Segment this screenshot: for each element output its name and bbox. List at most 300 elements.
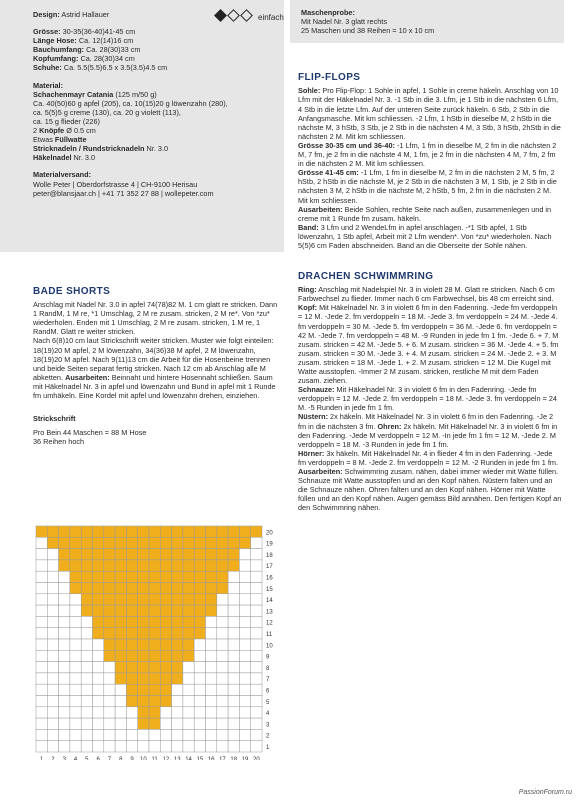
bade-paragraph: Anschlag mit Nadel Nr. 3.0 in apfel 74(78)82 M. 1 cm glatt re stricken. Dann 1 RandM, 1 M re, *1 Umschlag, 2 M re zusam. stricken, 2 M re*. Von *zu* wiederholen. Enden mit 1 Umschlag, 2 M re zusam. stricken, 1 M re, 1 RandM. Glatt re weiter stricken. <box>33 300 278 337</box>
drachen-paragraph: Hörner: 3x häkeln. Mit Häkelnadel Nr. 4 in flieder 4 fm in den Fadenring. -Jede fm verdoppeln = 8 M. -Jede 2. fm verdoppeln = 12 M. -2 Runden in jede fm 1 fm. <box>298 448 558 467</box>
chart-cell <box>194 650 205 661</box>
material-label: Material: <box>33 80 64 90</box>
chart-cell-filled <box>206 537 217 548</box>
chart-cell <box>81 684 92 695</box>
chart-cell <box>239 560 250 571</box>
chart-cell-filled <box>194 560 205 571</box>
chart-cell-filled <box>149 662 160 673</box>
chart-cell <box>104 662 115 673</box>
chart-cell <box>36 605 47 616</box>
chart-row-label: 5 <box>266 699 270 706</box>
chart-cell-filled <box>81 594 92 605</box>
chart-cell <box>206 684 217 695</box>
chart-cell-filled <box>126 560 137 571</box>
chart-cell-filled <box>115 650 126 661</box>
chart-cell-filled <box>183 594 194 605</box>
drachen-paragraph: Kopf: Mit Häkelnadel Nr. 3 in violett 6 fm in den Fadenring. -Jede fm verdoppeln = 12 M. -Jede 2. fm verdoppeln = 18 M. -Jede 3. fm verdoppeln = 24 M. -Jede 4. fm verdoppeln = 30 M. -Jede 5. fm verdoppeln = 36 M. -Jede 6. fm verdoppeln = 42 M. -Jede 7. fm verdoppeln = 48 M. -9 Runden in jede fm 1 fm. -Jede 6. + 7. M zusam. stricken = 42 M. -Jede 5. + 6. M zusam. stricken = 36 M. -Jede 4. + 5. fm zusam. stricken = 30 M. -Jede 3. + 4. M zusam. stricken = 24 M. -Jede 2. + 3. M zusam. stricken = 18 M. -Jede 1. + 2. M zusam. stricken = 12 M. Die Kugel mit Watte ausstopfen. -Immer 2 M zusam. stricken, restliche M mit dem Faden zusam. ziehen. <box>298 303 559 386</box>
design-label: Design: <box>33 10 60 19</box>
chart-cell <box>81 616 92 627</box>
flip-flops-title: FLIP-FLOPS <box>298 72 361 84</box>
chart-cell <box>239 684 250 695</box>
chart-cell-filled <box>59 549 70 560</box>
chart-cell-filled <box>183 583 194 594</box>
chart-cell <box>228 616 239 627</box>
chart-cell <box>59 707 70 718</box>
chart-cell-filled <box>160 583 171 594</box>
chart-cell-filled <box>104 628 115 639</box>
gauge-box <box>290 0 564 43</box>
chart-cell-filled <box>206 560 217 571</box>
chart-column-label: 5 <box>85 757 89 760</box>
chart-cell <box>194 696 205 707</box>
chart-cell-filled <box>183 605 194 616</box>
chart-cell <box>206 673 217 684</box>
chart-cell <box>93 662 104 673</box>
chart-cell <box>115 696 126 707</box>
chart-cell <box>47 639 58 650</box>
chart-cell <box>206 650 217 661</box>
chart-cell <box>239 571 250 582</box>
flip-paragraph: Sohle: Pro Flip-Flop: 1 Sohle in apfel, 1 Sohle in creme häkeln. Anschlag von 10 Lfm mit der Häkelnadel Nr. 3. -1 Stb in die 3. Lfm, je 1 Stb in die nächsten 6 Lfm, 4 Stb in die letzte Lfm. Auf der unteren Seite zurück häkeln. 6 Stb, 2 Stb in die Anfangsmasche. Mit km schliessen. -2 Lfm, 1 hStb in dieselbe M, 2 hStb in die nächste M, 3 hStb, 3 Stb, je 2 Stb in die nächsten 4 M, 3 Stb, 3 hStb, 2hStb in die nächsten 2 M. Mit km schliessen. <box>298 86 561 141</box>
chart-cell <box>183 741 194 752</box>
chart-cell-filled <box>104 549 115 560</box>
chart-cell-filled <box>160 560 171 571</box>
chart-cell-filled <box>194 605 205 616</box>
chart-column-label: 19 <box>241 757 249 760</box>
chart-cell-filled <box>172 639 183 650</box>
chart-cell-filled <box>160 650 171 661</box>
chart-cell <box>70 650 81 661</box>
chart-column-label: 6 <box>96 757 100 760</box>
chart-cell-filled <box>149 549 160 560</box>
chart-cell-filled <box>160 526 171 537</box>
bade-shorts-body <box>33 300 278 400</box>
chart-cell <box>228 628 239 639</box>
chart-cell-filled <box>93 594 104 605</box>
chart-cell <box>81 662 92 673</box>
chart-column-label: 16 <box>207 757 215 760</box>
chart-cell <box>47 729 58 740</box>
chart-cell <box>239 650 250 661</box>
chart-cell-filled <box>149 650 160 661</box>
chart-column-label: 8 <box>119 757 123 760</box>
chart-column-label: 1 <box>39 757 44 760</box>
chart-cell-filled <box>149 673 160 684</box>
chart-cell-filled <box>70 537 81 548</box>
chart-cell <box>59 673 70 684</box>
chart-cell-filled <box>172 628 183 639</box>
chart-cell-filled <box>138 639 149 650</box>
chart-cell <box>47 605 58 616</box>
chart-cell-filled <box>239 537 250 548</box>
shoes-label: Schuhe: <box>33 63 62 73</box>
chart-cell <box>239 583 250 594</box>
chart-cell <box>81 650 92 661</box>
chart-cell <box>251 707 262 718</box>
chart-cell-filled <box>115 616 126 627</box>
chart-cell <box>104 718 115 729</box>
chart-cell-filled <box>194 628 205 639</box>
chart-cell-filled <box>160 594 171 605</box>
chart-cell <box>104 729 115 740</box>
chart-cell-filled <box>138 583 149 594</box>
drachen-paragraph: Ausarbeiten: Schwimmring zusam. nähen, dabei immer wieder mit Watte füllen. Schnauze mit Watte ausstopfen und an den Kopf nähen. Nüstern falten und an die Schnauze nähen. Ohren falten und an den Kopf nähen. Hörner mit Watte füllen und an den Kopf nähen. Augen gemäss Bild annähen. Den fertigen Kopf an den Schwimmring nähen. <box>298 467 562 513</box>
chart-cell <box>217 605 228 616</box>
chart-cell <box>36 571 47 582</box>
chart-cell-filled <box>138 707 149 718</box>
chart-cell <box>59 571 70 582</box>
hook-line: Häkelnadel Nr. 3.0 <box>33 153 96 163</box>
chart-cell <box>126 729 137 740</box>
chart-cell <box>36 684 47 695</box>
chart-cell-filled <box>217 583 228 594</box>
knitting-chart <box>28 520 298 760</box>
chart-cell <box>36 696 47 707</box>
chart-cell <box>149 741 160 752</box>
chart-cell-filled <box>183 616 194 627</box>
chart-cell <box>217 650 228 661</box>
chart-cell-filled <box>47 537 58 548</box>
chart-cell <box>115 718 126 729</box>
chart-cell <box>172 729 183 740</box>
chart-cell-filled <box>160 662 171 673</box>
chart-cell <box>160 729 171 740</box>
chart-column-label: 4 <box>73 757 78 760</box>
chart-cell <box>251 741 262 752</box>
gauge-title: Maschenprobe: <box>301 8 355 17</box>
chart-cell-filled <box>206 594 217 605</box>
chart-cell-filled <box>160 537 171 548</box>
chart-cell <box>239 729 250 740</box>
chart-cell-filled <box>104 594 115 605</box>
chart-row-label: 13 <box>266 609 273 616</box>
chart-cell <box>160 718 171 729</box>
chart-cell <box>115 684 126 695</box>
chart-cell <box>251 729 262 740</box>
watermark: PassionForum.ru <box>518 788 572 796</box>
chart-cell <box>47 718 58 729</box>
filling-line: Etwas Füllwatte <box>33 135 87 145</box>
chart-cell <box>59 650 70 661</box>
chart-cell <box>217 696 228 707</box>
chart-cell-filled <box>206 571 217 582</box>
chart-row-label: 12 <box>266 620 273 627</box>
chart-cell-filled <box>160 605 171 616</box>
chart-cell <box>172 684 183 695</box>
chart-cell <box>70 707 81 718</box>
flip-paragraph: Grösse 41-45 cm: -1 Lfm, 1 fm in dieselbe M, 2 fm in die nächsten 2 M, 5 fm, 2 hStb, 2 hStb in die nächste M, je 2 Stb in die nächsten 3 M, 1 Stb, je 2 Stb in die nächsten 3 M, 2 hStb in die nächste M, 2 hStb, 5 fm, 2 fm in die nächsten 2 M. Mit km schliessen. <box>298 168 557 205</box>
chart-cell-filled <box>194 526 205 537</box>
chart-cell <box>59 583 70 594</box>
flip-flops-section <box>290 73 576 250</box>
flip-paragraph: Grösse 30-35 cm und 36-40: -1 Lfm, 1 fm in dieselbe M, 2 fm in die nächsten 2 M, 7 fm, je 2 fm in die nächste 4 M, 1 fm, je 2 fm in die nächsten 4 M, 7 fm, 2 fm in die nächsten 2 M. Mit km schliessen. <box>298 140 557 169</box>
chart-cell <box>81 673 92 684</box>
chart-cell <box>47 571 58 582</box>
chart-cell <box>251 560 262 571</box>
chart-cell <box>239 718 250 729</box>
chart-cell <box>228 673 239 684</box>
chart-cell <box>36 639 47 650</box>
chart-cell-filled <box>172 526 183 537</box>
chart-cell <box>172 718 183 729</box>
chart-cell <box>36 729 47 740</box>
chart-cell-filled <box>217 560 228 571</box>
chart-cell <box>59 616 70 627</box>
chart-cell-filled <box>59 537 70 548</box>
chart-cell <box>115 729 126 740</box>
chart-cell-filled <box>160 616 171 627</box>
chart-cell-filled <box>115 571 126 582</box>
chart-cell <box>160 741 171 752</box>
chart-cell-filled <box>138 650 149 661</box>
chart-cell <box>70 673 81 684</box>
chart-cell <box>183 662 194 673</box>
chart-cell <box>194 639 205 650</box>
chart-cell <box>206 696 217 707</box>
chart-cell <box>70 729 81 740</box>
difficulty-filled-diamond-icon <box>214 9 227 22</box>
chart-cell <box>239 707 250 718</box>
chart-cell <box>115 741 126 752</box>
chart-cell <box>217 729 228 740</box>
chart-cell-filled <box>104 571 115 582</box>
chart-cell-filled <box>160 571 171 582</box>
chart-cell-filled <box>183 537 194 548</box>
drachen-paragraph: Nüstern: 2x häkeln. Mit Häkelnadel Nr. 3 in violett 6 fm in den Fadenring. -Je 2 fm in die nächsten 3 fm. Ohren: 2x häkeln. Mit Häkelnadel Nr. 3 in violett 6 fm in den Fadenring. -Jede M verdoppeln = 12 M. -In jede fm 1 fm = 12 M. -Jede 2. M verdoppeln = 18 M. -3 Runden in jede fm 1 fm. <box>298 412 558 449</box>
chart-cell-filled <box>206 605 217 616</box>
chart-cell <box>228 684 239 695</box>
chart-cell-filled <box>115 605 126 616</box>
chart-cell-filled <box>194 583 205 594</box>
chart-cell <box>239 639 250 650</box>
chart-cell-filled <box>70 549 81 560</box>
chart-cell-filled <box>70 526 81 537</box>
chart-cell <box>93 741 104 752</box>
chart-cell-filled <box>115 662 126 673</box>
chart-cell-filled <box>206 549 217 560</box>
drachen-paragraph: Schnauze: Mit Häkelnadel Nr. 3 in violett 6 fm in den Fadenring. -Jede fm verdoppeln = 12 M. -Jede 2. fm verdoppeln = 18 M. -Jede 3. fm verdoppeln = 24 M. -5 Runden in jede fm 1 fm. <box>298 385 557 413</box>
chart-cell <box>206 662 217 673</box>
chart-cell-filled <box>115 549 126 560</box>
chart-cell <box>36 583 47 594</box>
chart-cell <box>47 594 58 605</box>
chart-cell-filled <box>183 549 194 560</box>
chart-cell <box>183 729 194 740</box>
difficulty-label: einfach <box>258 13 284 22</box>
chart-row-label: 2 <box>266 733 270 740</box>
chart-cell-filled <box>126 628 137 639</box>
chart-cell-filled <box>194 549 205 560</box>
chart-cell-filled <box>138 628 149 639</box>
chart-cell <box>183 707 194 718</box>
chart-column-label: 20 <box>253 757 260 760</box>
chart-cell-filled <box>104 650 115 661</box>
waist-label: Bauchumfang: <box>33 45 85 55</box>
chart-cell <box>36 537 47 548</box>
difficulty-empty-diamond-icon <box>240 9 253 22</box>
drachen-paragraph: Ring: Anschlag mit Nadelspiel Nr. 3 in violett 28 M. Glatt re stricken. Nach 6 cm Farbwechsel zu flieder. Immer nach 6 cm Farbwechsel, bis 48 cm erreicht sind. <box>298 285 555 304</box>
chart-column-label: 7 <box>107 757 112 760</box>
chart-cell <box>81 729 92 740</box>
chart-cell-filled <box>138 662 149 673</box>
chart-cell-filled <box>138 537 149 548</box>
chart-cell <box>36 560 47 571</box>
chart-cell-filled <box>104 526 115 537</box>
chart-cell <box>70 718 81 729</box>
difficulty-indicator <box>214 11 284 22</box>
chart-cell-filled <box>172 583 183 594</box>
chart-cell-filled <box>149 639 160 650</box>
chart-cell <box>59 718 70 729</box>
chart-cell <box>217 594 228 605</box>
chart-cell <box>251 639 262 650</box>
chart-cell <box>239 673 250 684</box>
chart-cell <box>47 583 58 594</box>
chart-cell <box>228 571 239 582</box>
chart-cell-filled <box>194 616 205 627</box>
chart-cell <box>36 628 47 639</box>
chart-cell <box>172 741 183 752</box>
chart-cell <box>59 594 70 605</box>
length-label: Länge Hose: <box>33 36 77 46</box>
chart-cell <box>251 718 262 729</box>
chart-cell-filled <box>81 605 92 616</box>
chart-cell <box>81 639 92 650</box>
chart-cell-filled <box>149 707 160 718</box>
chart-cell <box>228 605 239 616</box>
chart-cell-filled <box>126 662 137 673</box>
chart-cell-filled <box>217 571 228 582</box>
chart-cell-filled <box>239 526 250 537</box>
chart-cell <box>93 718 104 729</box>
chart-cell <box>251 616 262 627</box>
chart-cell <box>228 707 239 718</box>
chart-cell <box>194 673 205 684</box>
chart-column-label: 12 <box>162 757 170 760</box>
material-line: Ca. 40(50)60 g apfel (205), ca. 10(15)20 g löwenzahn (280), <box>33 98 228 108</box>
chart-cell <box>59 741 70 752</box>
chart-cell <box>126 707 137 718</box>
chart-cell <box>126 718 137 729</box>
chart-cell-filled <box>160 696 171 707</box>
chart-cell <box>47 684 58 695</box>
chart-row-label: 11 <box>266 632 273 638</box>
chart-cell <box>47 560 58 571</box>
chart-cell <box>47 650 58 661</box>
chart-cell-filled <box>126 537 137 548</box>
chart-cell <box>206 707 217 718</box>
chart-column-label: 11 <box>151 757 158 760</box>
chart-cell-filled <box>206 526 217 537</box>
chart-cell-filled <box>149 583 160 594</box>
chart-cell <box>70 616 81 627</box>
chart-cell <box>59 605 70 616</box>
right-column <box>290 0 576 513</box>
bade-paragraph: Nach 6(8)10 cm laut Strickschrift weiter stricken. Muster wie folgt einteilen: 18(19)20 M apfel, 2 M löwenzahn, 34(36)38 M apfel, 2 M löwenzahn, 18(19)20 M apfel. Nach 9(11)13 cm die Arbeit für die Hosenbeine trennen und beide Seiten separat fertig stricken. Nach 12 cm ab Anschlag alle M abketten. Ausarbeiten: Beinnaht und hintere Hosennaht schließen. Saum mit Häkelnadel Nr. 3 in apfel und löwenzahn und Bund in apfel mit 1 Runde fm umhäkeln. Eine Kordel mit apfel und löwenzahn drehen, einziehen. <box>33 336 276 401</box>
chart-cell <box>251 628 262 639</box>
chart-cell-filled <box>36 526 47 537</box>
chart-cell <box>149 729 160 740</box>
chart-cell <box>59 662 70 673</box>
chart-cell <box>206 729 217 740</box>
chart-cell-filled <box>47 526 58 537</box>
chart-cell-filled <box>183 526 194 537</box>
chart-cell <box>36 549 47 560</box>
chart-cell-filled <box>160 549 171 560</box>
chart-cell <box>93 650 104 661</box>
chart-cell-filled <box>251 526 262 537</box>
chart-cell <box>36 616 47 627</box>
chart-cell <box>36 741 47 752</box>
materials-box <box>0 0 284 252</box>
chart-cell <box>251 583 262 594</box>
chart-cell <box>47 549 58 560</box>
chart-column-label: 14 <box>185 757 192 760</box>
chart-cell-filled <box>149 605 160 616</box>
chart-cell-filled <box>126 549 137 560</box>
chart-cell <box>251 549 262 560</box>
chart-cell <box>194 729 205 740</box>
chart-cell <box>239 549 250 560</box>
material-line: ca. 5(5)5 g creme (130), ca. 20 g violett (113), <box>33 107 181 117</box>
chart-cell <box>81 741 92 752</box>
chart-cell-filled <box>81 526 92 537</box>
chart-cell-filled <box>70 560 81 571</box>
chart-cell <box>228 639 239 650</box>
chart-cell <box>251 673 262 684</box>
chart-cell <box>172 707 183 718</box>
chart-row-label: 20 <box>266 530 273 537</box>
head-label: Kopfumfang: <box>33 54 79 64</box>
chart-cell <box>228 662 239 673</box>
chart-cell-filled <box>172 673 183 684</box>
chart-cell <box>228 696 239 707</box>
chart-cell-filled <box>115 639 126 650</box>
chart-cell <box>93 639 104 650</box>
chart-cell-filled <box>126 594 137 605</box>
chart-cell <box>239 696 250 707</box>
chart-cell <box>239 605 250 616</box>
chart-row-label: 9 <box>266 654 270 661</box>
chart-cell <box>47 707 58 718</box>
chart-cell-filled <box>183 639 194 650</box>
chart-cell <box>104 696 115 707</box>
chart-cell-filled <box>149 684 160 695</box>
length-value: Ca. 12(14)16 cm <box>78 36 134 46</box>
chart-cell-filled <box>93 549 104 560</box>
gauge-line: 25 Maschen und 38 Reihen = 10 x 10 cm <box>301 26 435 36</box>
chart-cell-filled <box>194 571 205 582</box>
chart-cell <box>217 718 228 729</box>
chart-cell-filled <box>126 583 137 594</box>
chart-cell <box>172 696 183 707</box>
chart-cell <box>217 628 228 639</box>
chart-row-label: 7 <box>266 677 270 684</box>
chart-cell <box>239 628 250 639</box>
chart-cell-filled <box>138 571 149 582</box>
chart-cell-filled <box>93 571 104 582</box>
chart-caption: Pro Bein 44 Maschen = 88 M Hose <box>33 428 147 438</box>
chart-row-label: 1 <box>266 745 270 751</box>
bade-shorts-section <box>0 287 284 446</box>
chart-cell <box>239 616 250 627</box>
chart-cell <box>228 583 239 594</box>
chart-cell-filled <box>115 537 126 548</box>
chart-cell-filled <box>138 605 149 616</box>
chart-cell-filled <box>160 673 171 684</box>
chart-cell <box>251 650 262 661</box>
difficulty-empty-diamond-icon <box>227 9 240 22</box>
